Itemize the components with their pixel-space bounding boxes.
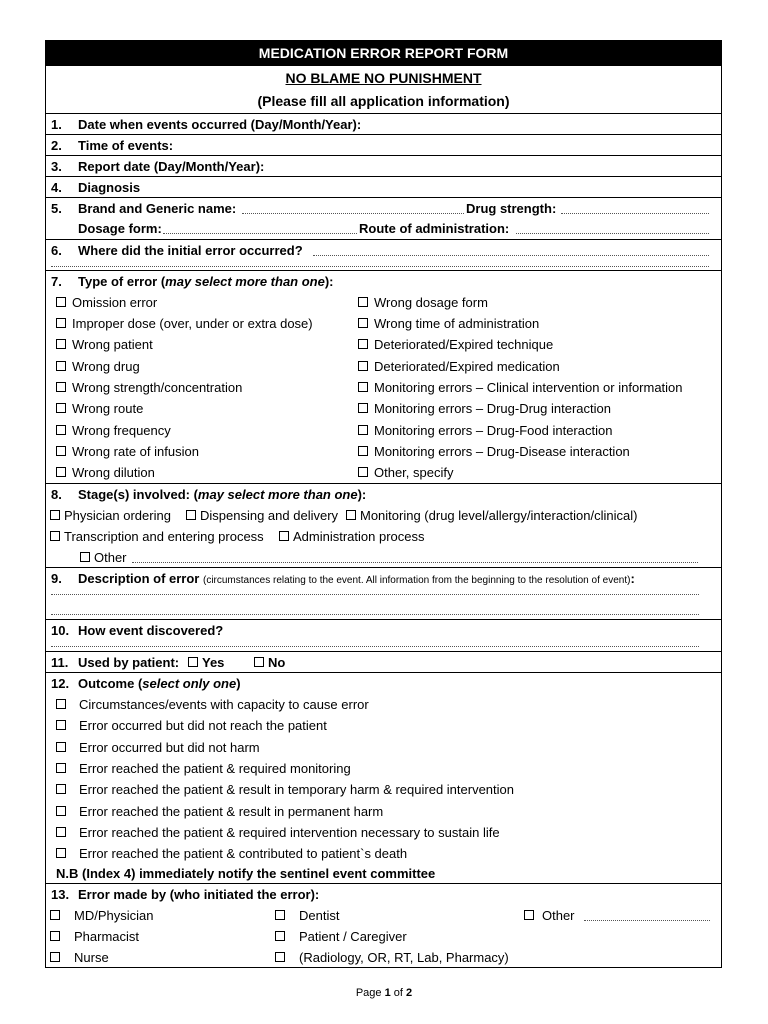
error-option-wrong-dilution[interactable]	[56, 465, 155, 480]
option-label: Wrong time of administration	[374, 316, 540, 331]
option-label: Wrong dosage form	[374, 295, 488, 310]
made-by-nurse[interactable]	[50, 950, 109, 965]
made-by-other[interactable]	[524, 908, 575, 923]
option-label: Monitoring errors – Clinical intervention or information	[374, 380, 683, 395]
checkbox[interactable]	[358, 382, 368, 392]
form-subtitle: NO BLAME NO PUNISHMENT	[285, 70, 482, 86]
error-option-wrong-strength[interactable]	[56, 380, 242, 395]
option-label: Error reached the patient & required monitoring	[79, 761, 351, 776]
field-label-used-by-patient: Used by patient:	[78, 655, 180, 670]
checkbox[interactable]	[56, 425, 66, 435]
footer-text: of	[390, 987, 407, 999]
section-stages-involved	[46, 484, 721, 568]
option-label: Wrong drug	[72, 359, 140, 374]
checkbox[interactable]	[80, 552, 90, 562]
dosage-form-line[interactable]	[163, 233, 357, 234]
field-label-brand-generic: Brand and Generic name:	[78, 201, 237, 216]
field-number: 11.	[51, 655, 69, 670]
label-part: Description of error	[78, 571, 200, 586]
made-by-dentist[interactable]	[275, 908, 339, 923]
checkbox[interactable]	[56, 763, 66, 773]
description-note: (circumstances relating to the event. All information from the beginning to the resolution of event)	[202, 575, 631, 586]
field-number: 3.	[51, 159, 62, 174]
option-label: Wrong strength/concentration	[72, 380, 243, 395]
initial-error-line-1[interactable]	[313, 255, 709, 256]
field-label-drug-strength: Drug strength:	[466, 201, 557, 216]
outcome-option-5[interactable]	[56, 804, 383, 819]
option-label: Nurse	[74, 950, 109, 965]
field-row-time-events	[46, 135, 721, 156]
stage-option-physician-ordering[interactable]	[50, 508, 171, 523]
error-option-monitoring-clinical[interactable]	[358, 380, 683, 395]
form-instruction: (Please fill all application information)	[257, 93, 510, 109]
field-label-date-events: Date when events occurred (Day/Month/Year):	[78, 117, 362, 132]
option-label: Transcription and entering process	[64, 529, 264, 544]
checkbox[interactable]	[186, 510, 196, 520]
error-option-omission[interactable]	[56, 295, 157, 310]
error-option-wrong-frequency[interactable]	[56, 423, 171, 438]
medication-error-form	[45, 40, 722, 968]
section-event-discovered	[46, 620, 721, 652]
field-label-event-discovered: How event discovered?	[78, 623, 224, 638]
option-label: Monitoring errors – Drug-Food interaction	[374, 423, 613, 438]
option-label: Deteriorated/Expired medication	[374, 359, 560, 374]
checkbox[interactable]	[358, 339, 368, 349]
checkbox[interactable]	[56, 806, 66, 816]
option-label: Error reached the patient & result in permanent harm	[79, 804, 384, 819]
option-label: Other	[542, 908, 575, 923]
checkbox[interactable]	[56, 361, 66, 371]
outcome-option-4[interactable]	[56, 782, 514, 797]
checkbox[interactable]	[56, 467, 66, 477]
option-label: Error reached the patient & required intervention necessary to sustain life	[79, 825, 500, 840]
error-option-wrong-time[interactable]	[358, 316, 539, 331]
checkbox[interactable]	[50, 910, 60, 920]
option-label: Yes	[202, 655, 225, 670]
field-label-route: Route of administration:	[359, 221, 510, 236]
field-row-diagnosis	[46, 177, 721, 198]
section-type-of-error	[46, 271, 721, 484]
option-label: Wrong dilution	[72, 465, 155, 480]
error-option-wrong-patient[interactable]	[56, 337, 153, 352]
field-label-description	[78, 571, 635, 586]
checkbox[interactable]	[524, 910, 534, 920]
outcome-note: N.B (Index 4) immediately notify the sentinel event committee	[56, 866, 436, 881]
checkbox[interactable]	[358, 446, 368, 456]
checkbox[interactable]	[358, 361, 368, 371]
event-discovered-line[interactable]	[51, 646, 699, 647]
outcome-option-2[interactable]	[56, 740, 260, 755]
option-label: Circumstances/events with capacity to cause error	[79, 697, 369, 712]
field-label-stages	[78, 487, 366, 502]
checkbox[interactable]	[50, 531, 60, 541]
option-label: Omission error	[72, 295, 158, 310]
field-row-report-date	[46, 156, 721, 177]
option-label: Monitoring (drug level/allergy/interaction/clinical)	[360, 508, 638, 523]
checkbox[interactable]	[50, 952, 60, 962]
field-label-outcome	[78, 676, 241, 691]
description-line-2[interactable]	[51, 614, 699, 615]
section-used-by-patient	[46, 652, 721, 673]
field-number: 13.	[51, 887, 70, 902]
made-by-patient[interactable]	[275, 929, 407, 944]
checkbox[interactable]	[275, 910, 285, 920]
made-by-physician[interactable]	[50, 908, 153, 923]
checkbox[interactable]	[56, 318, 66, 328]
outcome-option-0[interactable]	[56, 697, 369, 712]
field-number: 6.	[51, 243, 62, 258]
error-option-expired-technique[interactable]	[358, 337, 553, 352]
page-footer	[0, 987, 768, 999]
form-title-bar	[46, 41, 721, 66]
field-row-drug-info	[46, 198, 721, 240]
option-label: Monitoring errors – Drug-Disease interaction	[374, 444, 630, 459]
label-italic: may select more than one	[165, 274, 325, 289]
checkbox[interactable]	[358, 297, 368, 307]
checkbox[interactable]	[56, 403, 66, 413]
option-label: Improper dose (over, under or extra dose)	[72, 316, 313, 331]
footer-text: Page	[355, 987, 385, 999]
option-label: Patient / Caregiver	[299, 929, 407, 944]
outcome-option-3[interactable]	[56, 761, 351, 776]
checkbox[interactable]	[188, 657, 198, 667]
section-error-made-by	[46, 884, 721, 968]
checkbox[interactable]	[56, 848, 66, 858]
field-number: 12.	[51, 676, 70, 691]
error-option-monitoring-drug-disease[interactable]	[358, 444, 630, 459]
label-part: Stage(s) involved: (	[78, 487, 198, 502]
initial-error-line-2[interactable]	[51, 266, 709, 267]
field-label-type-of-error	[78, 274, 334, 289]
checkbox[interactable]	[358, 318, 368, 328]
error-option-wrong-route[interactable]	[56, 401, 143, 416]
outcome-option-6[interactable]	[56, 825, 500, 840]
option-label: Error occurred but did not reach the patient	[79, 718, 327, 733]
checkbox[interactable]	[358, 403, 368, 413]
used-no-option[interactable]	[254, 655, 285, 670]
stage-option-dispensing[interactable]	[186, 508, 338, 523]
error-option-wrong-rate[interactable]	[56, 444, 199, 459]
field-number: 2.	[51, 138, 62, 153]
checkbox[interactable]	[56, 827, 66, 837]
checkbox[interactable]	[50, 510, 60, 520]
field-row-initial-error	[46, 240, 721, 271]
stage-option-administration[interactable]	[279, 529, 425, 544]
checkbox[interactable]	[56, 699, 66, 709]
error-option-expired-medication[interactable]	[358, 359, 560, 374]
error-option-monitoring-drug-food[interactable]	[358, 423, 612, 438]
checkbox[interactable]	[275, 952, 285, 962]
field-label-initial-error: Where did the initial error occurred?	[78, 243, 303, 258]
checkbox[interactable]	[275, 931, 285, 941]
option-label: Error reached the patient & contributed to patient`s death	[79, 846, 408, 861]
stage-option-transcription[interactable]	[50, 529, 264, 544]
checkbox[interactable]	[346, 510, 356, 520]
field-number: 5.	[51, 201, 62, 216]
option-label: Physician ordering	[64, 508, 171, 523]
field-number: 4.	[51, 180, 62, 195]
option-label: Wrong route	[72, 401, 144, 416]
section-outcome	[46, 673, 721, 884]
label-part: Type of error (	[78, 274, 166, 289]
error-option-wrong-drug[interactable]	[56, 359, 140, 374]
option-label: Administration process	[293, 529, 425, 544]
field-number: 10.	[51, 623, 70, 638]
label-italic: select only one	[142, 676, 237, 691]
field-label-dosage-form: Dosage form:	[78, 221, 162, 236]
error-option-improper-dose[interactable]	[56, 316, 313, 331]
option-label: Other, specify	[374, 465, 454, 480]
page-number: 1	[384, 987, 391, 999]
field-number: 8.	[51, 487, 62, 502]
field-number: 7.	[51, 274, 62, 289]
field-label-report-date: Report date (Day/Month/Year):	[78, 159, 265, 174]
checkbox[interactable]	[56, 339, 66, 349]
option-label: Error occurred but did not harm	[79, 740, 260, 755]
section-description	[46, 568, 721, 620]
made-by-pharmacist[interactable]	[50, 929, 139, 944]
error-option-wrong-dosage-form[interactable]	[358, 295, 488, 310]
description-line-1[interactable]	[51, 594, 699, 595]
error-option-monitoring-drug-drug[interactable]	[358, 401, 611, 416]
stage-option-other[interactable]	[80, 550, 127, 565]
field-label-diagnosis: Diagnosis	[78, 180, 141, 195]
checkbox[interactable]	[56, 382, 66, 392]
option-label: Error reached the patient & result in temporary harm & required intervention	[79, 782, 514, 797]
drug-strength-line[interactable]	[561, 213, 709, 214]
form-title: MEDICATION ERROR REPORT FORM	[258, 45, 509, 61]
option-label: Other	[94, 550, 127, 565]
label-part: :	[630, 571, 635, 586]
outcome-option-1[interactable]	[56, 718, 327, 733]
label-part: Outcome (	[78, 676, 143, 691]
label-italic: may select more than one	[197, 487, 358, 502]
option-label: Wrong frequency	[72, 423, 171, 438]
option-label: Pharmacist	[74, 929, 140, 944]
option-label: MD/Physician	[74, 908, 154, 923]
stage-option-monitoring[interactable]	[346, 508, 637, 523]
brand-generic-line[interactable]	[242, 213, 464, 214]
option-label: Monitoring errors – Drug-Drug interaction	[374, 401, 611, 416]
option-label: Wrong patient	[72, 337, 153, 352]
page-total: 2	[406, 987, 413, 999]
label-part: ):	[357, 487, 367, 502]
checkbox[interactable]	[254, 657, 264, 667]
option-label: (Radiology, OR, RT, Lab, Pharmacy)	[299, 950, 509, 965]
option-label: Deteriorated/Expired technique	[374, 337, 554, 352]
checkbox[interactable]	[56, 446, 66, 456]
field-number: 1.	[51, 117, 62, 132]
error-option-other[interactable]	[358, 465, 453, 480]
field-row-date-events	[46, 114, 721, 135]
field-label-error-made-by: Error made by (who initiated the error):	[78, 887, 320, 902]
option-label: Dentist	[299, 908, 340, 923]
checkbox[interactable]	[56, 742, 66, 752]
checkbox[interactable]	[279, 531, 289, 541]
outcome-option-7[interactable]	[56, 846, 407, 861]
made-by-other-line[interactable]	[584, 920, 710, 921]
route-line[interactable]	[516, 233, 709, 234]
made-by-other-department[interactable]	[275, 950, 509, 965]
option-label: Dispensing and delivery	[200, 508, 339, 523]
checkbox[interactable]	[56, 720, 66, 730]
label-part: ):	[324, 274, 334, 289]
checkbox[interactable]	[56, 297, 66, 307]
stage-other-line[interactable]	[132, 562, 698, 563]
label-part: )	[236, 676, 241, 691]
field-label-time-events: Time of events:	[78, 138, 174, 153]
option-label: No	[268, 655, 286, 670]
option-label: Wrong rate of infusion	[72, 444, 199, 459]
used-yes-option[interactable]	[188, 655, 224, 670]
checkbox[interactable]	[50, 931, 60, 941]
checkbox[interactable]	[358, 425, 368, 435]
field-number: 9.	[51, 571, 62, 586]
form-subheader	[46, 66, 721, 114]
checkbox[interactable]	[56, 784, 66, 794]
checkbox[interactable]	[358, 467, 368, 477]
